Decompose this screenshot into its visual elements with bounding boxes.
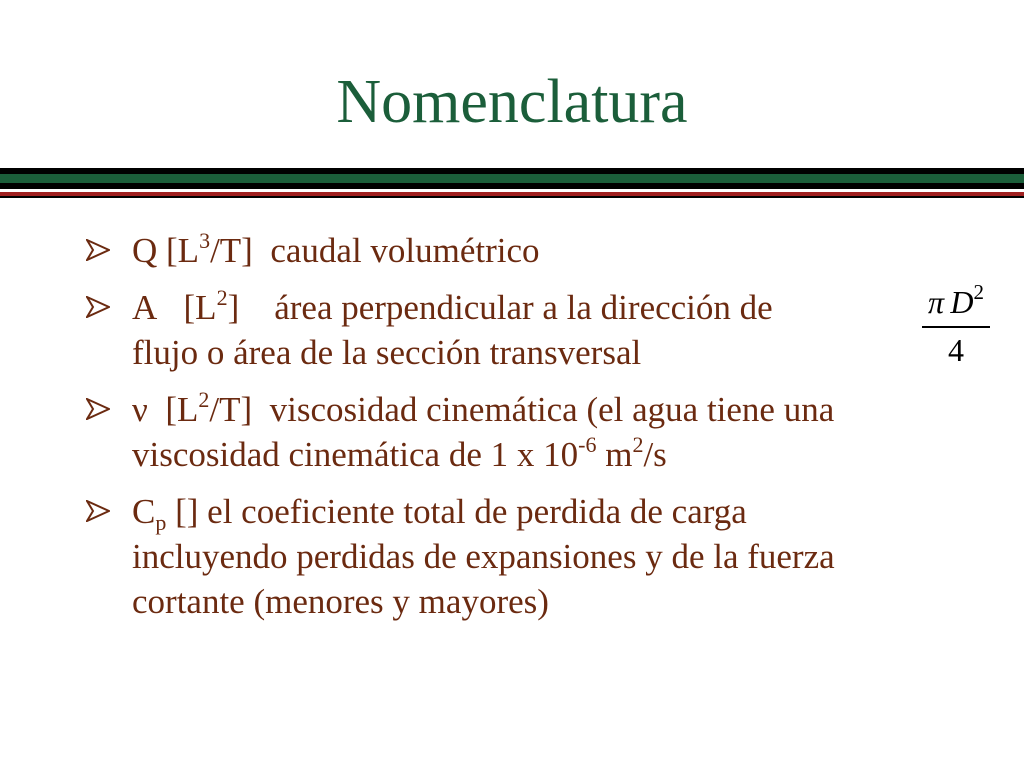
divider-red: [0, 192, 1024, 196]
description-continued: flujo o área de la sección transversal: [132, 333, 642, 372]
list-item-q: [86, 228, 966, 273]
formula-numerator: π $D^2$: [927, 280, 985, 320]
arrow-bullet-icon: [86, 239, 110, 261]
arrow-bullet-icon: [86, 500, 110, 522]
arrow-bullet-icon: [86, 296, 110, 318]
symbol: Q: [132, 231, 158, 270]
divider-black-mid: [0, 183, 1024, 189]
symbol: $C_p$: [132, 492, 167, 535]
description-continued-2: cortante (menores y mayores): [132, 582, 549, 621]
list-item-cp: [86, 489, 966, 624]
page-title: Nomenclatura: [336, 68, 688, 136]
description-continued: viscosidad cinemática de 1 x $10^{-6}$ $m^2/s$: [132, 432, 667, 474]
dimension: $[L^2]$: [183, 285, 240, 327]
description: área perpendicular a la dirección de: [274, 288, 773, 327]
symbol: A: [132, 288, 158, 327]
divider-black-bottom: [0, 196, 1024, 198]
symbol: ν: [132, 390, 148, 429]
title-divider: [0, 168, 1024, 202]
list-item-a: [86, 285, 966, 375]
arrow-bullet-icon: [86, 398, 110, 420]
dimension: $[L^2/T]$: [165, 387, 253, 429]
divider-green: [0, 174, 1024, 183]
nomenclature-list: [86, 228, 966, 636]
dimension: $[L^3/T]$: [166, 228, 253, 270]
formula-denominator: 4: [948, 331, 964, 368]
area-formula: [918, 280, 994, 372]
list-item-nu: [86, 387, 966, 477]
description: viscosidad cinemática (el agua tiene una: [269, 390, 835, 429]
description: caudal volumétrico: [270, 231, 540, 270]
description: [] el coeficiente total de perdida de carga: [166, 492, 747, 531]
divider-black-top: [0, 168, 1024, 174]
description-continued: incluyendo perdidas de expansiones y de la fuerza: [132, 537, 835, 576]
